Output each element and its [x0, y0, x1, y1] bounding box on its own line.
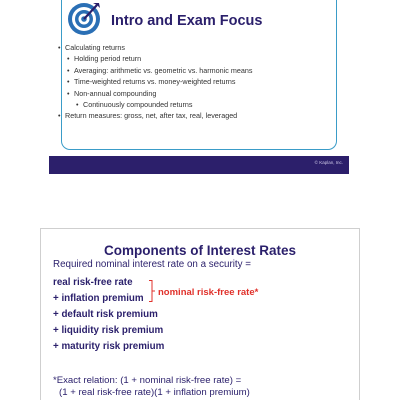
bullet-item: • Non-annual compounding	[67, 88, 157, 98]
bullet-item: • Continuously compounded returns	[76, 100, 193, 110]
bullet-item: • Time-weighted returns vs. money-weighted returns	[67, 77, 236, 87]
target-icon	[66, 1, 102, 42]
bullet-item: • Averaging: arithmetic vs. geometric vs. harmonic means	[67, 65, 253, 75]
component-line: + inflation premium	[53, 293, 144, 304]
component-line: + default risk premium	[53, 309, 158, 320]
component-line: real risk-free rate	[53, 277, 133, 288]
bullet-item: • Return measures: gross, net, after tax, real, leveraged	[58, 111, 238, 121]
footnote-line: (1 + real risk-free rate)(1 + inflation premium)	[59, 387, 250, 398]
slide-intro-exam-focus	[49, 0, 349, 174]
bullet-item: • Holding period return	[67, 54, 142, 64]
bullet-item: • Calculating returns	[58, 43, 125, 52]
slide-title: Intro and Exam Focus	[111, 13, 263, 29]
slide-footer-bar	[49, 156, 349, 174]
component-line: + liquidity risk premium	[53, 325, 164, 336]
slide-title: Components of Interest Rates	[103, 243, 297, 258]
intro-text: Required nominal interest rate on a security =	[53, 259, 251, 270]
bracket-shape	[149, 280, 155, 302]
slide-title-row	[66, 3, 262, 39]
footnote-line: *Exact relation: (1 + nominal risk-free rate) =	[53, 375, 242, 386]
bracket-label: nominal risk-free rate*	[158, 287, 259, 298]
slide-components-of-interest-rates	[40, 228, 360, 400]
copyright-text: © Kaplan, Inc.	[314, 160, 343, 165]
bullet-list	[58, 42, 343, 122]
component-line: + maturity risk premium	[53, 341, 165, 352]
